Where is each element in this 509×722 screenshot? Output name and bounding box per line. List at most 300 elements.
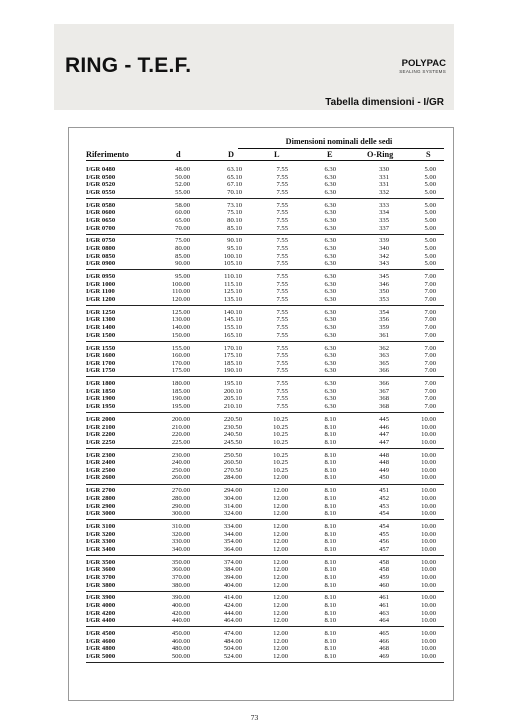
- cell-D: 484.00: [223, 637, 242, 645]
- cell-d: 310.00: [171, 523, 190, 530]
- cell-oring: 461: [379, 602, 389, 609]
- cell-D: 504.00: [223, 645, 242, 653]
- cell-E: 6.30: [324, 324, 336, 331]
- table-row: [86, 345, 444, 353]
- cell-ref: I/GR 2700: [86, 487, 116, 495]
- cell-L: 12.00: [273, 581, 288, 589]
- cell-d: 200.00: [171, 415, 190, 423]
- cell-D: 444.00: [223, 609, 242, 617]
- cell-ref: I/GR 1400: [86, 324, 116, 331]
- column-header-d: d: [176, 150, 181, 159]
- cell-ref: I/GR 1750: [86, 367, 116, 375]
- cell-D: 210.10: [223, 403, 242, 410]
- table-row: [86, 503, 444, 511]
- cell-d: 440.00: [171, 617, 190, 625]
- cell-oring: 463: [379, 609, 389, 617]
- table-row: [86, 288, 444, 296]
- table-row: [86, 225, 444, 233]
- cell-E: 8.10: [324, 558, 336, 566]
- cell-d: 175.00: [171, 367, 190, 375]
- cell-ref: I/GR 0950: [86, 273, 116, 281]
- cell-L: 7.55: [276, 260, 288, 268]
- cell-L: 7.55: [276, 166, 288, 173]
- cell-ref: I/GR 4200: [86, 609, 116, 617]
- cell-oring: 455: [379, 530, 389, 538]
- cell-L: 10.25: [273, 466, 288, 474]
- cell-oring: 363: [379, 352, 389, 360]
- cell-D: 105.10: [223, 260, 242, 268]
- table-row: [86, 324, 444, 332]
- cell-L: 10.25: [273, 431, 288, 439]
- cell-d: 195.00: [171, 403, 190, 410]
- cell-S: 10.00: [421, 566, 436, 574]
- table-row: [86, 602, 444, 610]
- cell-E: 8.10: [324, 630, 336, 638]
- cell-D: 205.10: [223, 395, 242, 403]
- table-row: [86, 237, 444, 245]
- table-row: [86, 467, 444, 475]
- cell-oring: 353: [379, 295, 389, 303]
- group-separator: [86, 626, 444, 627]
- cell-ref: I/GR 2200: [86, 431, 116, 439]
- table-row: [86, 245, 444, 253]
- cell-d: 360.00: [171, 566, 190, 574]
- cell-L: 7.55: [276, 209, 288, 217]
- cell-L: 7.55: [276, 173, 288, 181]
- cell-ref: I/GR 0500: [86, 173, 116, 181]
- cell-ref: I/GR 1700: [86, 359, 116, 367]
- cell-d: 85.00: [175, 252, 190, 260]
- cell-D: 304.00: [223, 494, 242, 502]
- cell-ref: I/GR 3100: [86, 523, 116, 530]
- cell-oring: 337: [379, 224, 389, 232]
- cell-oring: 456: [379, 538, 389, 546]
- cell-ref: I/GR 0650: [86, 216, 116, 224]
- cell-D: 324.00: [223, 510, 242, 518]
- cell-S: 10.00: [421, 573, 436, 581]
- cell-D: 394.00: [223, 573, 242, 581]
- cell-ref: I/GR 1250: [86, 308, 116, 316]
- cell-D: 95.10: [227, 245, 242, 252]
- table-row: [86, 189, 444, 197]
- cell-E: 8.10: [324, 510, 336, 518]
- cell-D: 334.00: [223, 523, 242, 530]
- group-separator: [86, 376, 444, 377]
- table-row: [86, 617, 444, 625]
- table-row: [86, 594, 444, 602]
- table-row: [86, 181, 444, 189]
- cell-ref: I/GR 4500: [86, 630, 116, 638]
- column-header-rule: [86, 160, 444, 161]
- cell-L: 12.00: [273, 523, 288, 530]
- cell-oring: 446: [379, 423, 389, 431]
- cell-L: 7.55: [276, 280, 288, 288]
- cell-E: 8.10: [324, 502, 336, 510]
- cell-ref: I/GR 1950: [86, 403, 116, 410]
- cell-D: 165.10: [223, 331, 242, 339]
- table-subtitle: Tabella dimensioni - I/GR: [325, 97, 444, 108]
- cell-d: 450.00: [171, 630, 190, 638]
- table-row: [86, 424, 444, 432]
- cell-oring: 354: [379, 308, 389, 316]
- cell-E: 6.30: [324, 280, 336, 288]
- group-separator: [86, 269, 444, 270]
- cell-E: 8.10: [324, 566, 336, 574]
- group-header-rule: [238, 148, 444, 149]
- cell-d: 180.00: [171, 380, 190, 388]
- cell-d: 130.00: [171, 316, 190, 324]
- cell-ref: I/GR 0520: [86, 181, 116, 189]
- cell-D: 155.10: [223, 324, 242, 331]
- cell-d: 95.00: [175, 273, 190, 281]
- cell-D: 63.10: [227, 166, 242, 173]
- cell-oring: 454: [379, 523, 389, 530]
- cell-ref: I/GR 2300: [86, 451, 116, 459]
- cell-D: 195.10: [223, 380, 242, 388]
- cell-ref: I/GR 1300: [86, 316, 116, 324]
- cell-oring: 361: [379, 331, 389, 339]
- cell-D: 73.10: [227, 201, 242, 209]
- cell-oring: 331: [379, 181, 389, 189]
- cell-E: 6.30: [324, 367, 336, 375]
- column-header-S: S: [426, 150, 431, 159]
- cell-S: 10.00: [421, 510, 436, 518]
- cell-d: 300.00: [171, 510, 190, 518]
- cell-S: 10.00: [421, 637, 436, 645]
- cell-ref: I/GR 1850: [86, 387, 116, 395]
- cell-E: 8.10: [324, 423, 336, 431]
- cell-ref: I/GR 4800: [86, 645, 116, 653]
- cell-ref: I/GR 0750: [86, 237, 116, 245]
- cell-D: 65.10: [227, 173, 242, 181]
- cell-S: 7.00: [424, 308, 436, 316]
- cell-E: 8.10: [324, 459, 336, 467]
- group-separator: [86, 591, 444, 592]
- cell-S: 5.00: [424, 181, 436, 189]
- cell-ref: I/GR 1100: [86, 288, 115, 296]
- cell-L: 7.55: [276, 295, 288, 303]
- cell-E: 8.10: [324, 545, 336, 553]
- cell-d: 230.00: [171, 451, 190, 459]
- cell-d: 50.00: [175, 173, 190, 181]
- cell-D: 414.00: [223, 594, 242, 602]
- cell-ref: I/GR 4000: [86, 602, 116, 609]
- cell-E: 8.10: [324, 637, 336, 645]
- cell-d: 75.00: [175, 237, 190, 245]
- table-row: [86, 452, 444, 460]
- cell-d: 90.00: [175, 260, 190, 268]
- cell-d: 225.00: [171, 438, 190, 446]
- cell-S: 7.00: [424, 367, 436, 375]
- cell-L: 12.00: [273, 566, 288, 574]
- table-row: [86, 439, 444, 447]
- brand-tagline: SEALING SYSTEMS: [399, 69, 446, 74]
- cell-S: 10.00: [421, 466, 436, 474]
- dimensions-group-label: Dimensioni nominali delle sedi: [285, 137, 393, 146]
- cell-d: 500.00: [171, 652, 190, 660]
- cell-d: 460.00: [171, 637, 190, 645]
- cell-L: 10.25: [273, 451, 288, 459]
- cell-S: 10.00: [421, 538, 436, 546]
- cell-ref: I/GR 3000: [86, 510, 116, 518]
- table-row: [86, 174, 444, 182]
- cell-S: 10.00: [421, 530, 436, 538]
- cell-ref: I/GR 1800: [86, 380, 116, 388]
- cell-oring: 365: [379, 359, 389, 367]
- cell-L: 7.55: [276, 181, 288, 189]
- cell-S: 5.00: [424, 224, 436, 232]
- cell-L: 12.00: [273, 502, 288, 510]
- cell-oring: 345: [379, 273, 389, 281]
- cell-E: 8.10: [324, 538, 336, 546]
- cell-L: 7.55: [276, 273, 288, 281]
- table-row: [86, 431, 444, 439]
- cell-oring: 368: [379, 395, 389, 403]
- cell-oring: 461: [379, 594, 389, 602]
- cell-S: 10.00: [421, 523, 436, 530]
- table-row: [86, 638, 444, 646]
- page-header: [54, 24, 454, 110]
- cell-oring: 356: [379, 316, 389, 324]
- cell-S: 5.00: [424, 209, 436, 217]
- cell-S: 7.00: [424, 380, 436, 388]
- cell-d: 48.00: [175, 166, 190, 173]
- cell-E: 6.30: [324, 245, 336, 252]
- table-row: [86, 388, 444, 396]
- cell-d: 420.00: [171, 609, 190, 617]
- cell-d: 240.00: [171, 459, 190, 467]
- cell-L: 12.00: [273, 602, 288, 609]
- cell-E: 8.10: [324, 523, 336, 530]
- cell-S: 5.00: [424, 260, 436, 268]
- cell-S: 5.00: [424, 252, 436, 260]
- cell-E: 6.30: [324, 209, 336, 217]
- cell-E: 8.10: [324, 617, 336, 625]
- cell-oring: 367: [379, 387, 389, 395]
- cell-d: 320.00: [171, 530, 190, 538]
- cell-L: 12.00: [273, 530, 288, 538]
- cell-d: 60.00: [175, 209, 190, 217]
- cell-ref: I/GR 1200: [86, 295, 116, 303]
- column-header-D: D: [228, 150, 234, 159]
- table-row: [86, 495, 444, 503]
- table-row: [86, 273, 444, 281]
- brand-logo: [399, 59, 446, 74]
- cell-oring: 451: [379, 487, 389, 495]
- cell-d: 380.00: [171, 581, 190, 589]
- cell-d: 100.00: [171, 280, 190, 288]
- cell-L: 7.55: [276, 316, 288, 324]
- cell-D: 100.10: [223, 252, 242, 260]
- cell-D: 240.50: [223, 431, 242, 439]
- cell-d: 110.00: [172, 288, 190, 296]
- cell-S: 5.00: [424, 201, 436, 209]
- cell-L: 12.00: [273, 617, 288, 625]
- cell-ref: I/GR 0580: [86, 201, 116, 209]
- cell-L: 7.55: [276, 188, 288, 196]
- cell-S: 5.00: [424, 245, 436, 252]
- cell-S: 10.00: [421, 438, 436, 446]
- cell-oring: 448: [379, 459, 389, 467]
- table-row: [86, 416, 444, 424]
- group-separator: [86, 484, 444, 485]
- cell-ref: I/GR 0480: [86, 166, 116, 173]
- cell-S: 10.00: [421, 474, 436, 482]
- table-row: [86, 566, 444, 574]
- cell-E: 8.10: [324, 609, 336, 617]
- table-row: [86, 610, 444, 618]
- cell-D: 110.10: [224, 273, 242, 281]
- cell-S: 10.00: [421, 494, 436, 502]
- cell-D: 170.10: [223, 344, 242, 352]
- cell-S: 10.00: [421, 423, 436, 431]
- cell-D: 220.50: [223, 415, 242, 423]
- cell-d: 330.00: [171, 538, 190, 546]
- cell-oring: 359: [379, 324, 389, 331]
- cell-oring: 350: [379, 288, 389, 296]
- cell-ref: I/GR 3800: [86, 581, 116, 589]
- cell-ref: I/GR 4400: [86, 617, 116, 625]
- cell-d: 155.00: [171, 344, 190, 352]
- cell-oring: 448: [379, 451, 389, 459]
- cell-E: 6.30: [324, 173, 336, 181]
- cell-E: 6.30: [324, 260, 336, 268]
- cell-ref: I/GR 2800: [86, 494, 116, 502]
- cell-L: 12.00: [273, 637, 288, 645]
- cell-ref: I/GR 2100: [86, 423, 116, 431]
- cell-d: 400.00: [171, 602, 190, 609]
- table-row: [86, 332, 444, 340]
- cell-D: 270.50: [223, 466, 242, 474]
- cell-oring: 459: [379, 573, 389, 581]
- cell-S: 10.00: [421, 602, 436, 609]
- cell-oring: 454: [379, 510, 389, 518]
- cell-ref: I/GR 2000: [86, 415, 116, 423]
- cell-L: 12.00: [273, 558, 288, 566]
- cell-ref: I/GR 0850: [86, 252, 116, 260]
- cell-E: 8.10: [324, 466, 336, 474]
- cell-ref: I/GR 1000: [86, 280, 116, 288]
- cell-ref: I/GR 1500: [86, 331, 116, 339]
- cell-ref: I/GR 2600: [86, 474, 116, 482]
- cell-d: 65.00: [175, 216, 190, 224]
- cell-L: 7.55: [276, 237, 288, 245]
- cell-L: 7.55: [276, 201, 288, 209]
- cell-S: 5.00: [424, 166, 436, 173]
- page-number: 73: [250, 713, 259, 722]
- table-row: [86, 352, 444, 360]
- table-row: [86, 309, 444, 317]
- cell-D: 230.50: [223, 423, 242, 431]
- cell-E: 6.30: [324, 237, 336, 245]
- cell-ref: I/GR 1900: [86, 395, 116, 403]
- cell-oring: 447: [379, 431, 389, 439]
- cell-L: 10.25: [273, 423, 288, 431]
- cell-d: 120.00: [171, 295, 190, 303]
- cell-L: 10.25: [273, 415, 288, 423]
- cell-oring: 366: [379, 367, 389, 375]
- cell-L: 12.00: [273, 630, 288, 638]
- cell-ref: I/GR 3500: [86, 558, 116, 566]
- cell-D: 140.10: [223, 308, 242, 316]
- cell-L: 12.00: [273, 510, 288, 518]
- cell-d: 340.00: [171, 545, 190, 553]
- cell-oring: 465: [379, 630, 389, 638]
- cell-E: 8.10: [324, 474, 336, 482]
- table-row: [86, 531, 444, 539]
- cell-oring: 332: [379, 188, 389, 196]
- table-row: [86, 260, 444, 268]
- cell-S: 7.00: [424, 295, 436, 303]
- column-header-L: L: [274, 150, 280, 159]
- cell-L: 7.55: [276, 252, 288, 260]
- cell-ref: I/GR 0600: [86, 209, 116, 217]
- cell-ref: I/GR 4600: [86, 637, 116, 645]
- table-row: [86, 487, 444, 495]
- cell-D: 67.10: [227, 181, 242, 189]
- cell-L: 12.00: [273, 538, 288, 546]
- cell-S: 7.00: [424, 331, 436, 339]
- cell-d: 480.00: [171, 645, 190, 653]
- cell-S: 5.00: [424, 188, 436, 196]
- cell-d: 80.00: [175, 245, 190, 252]
- cell-L: 7.55: [276, 380, 288, 388]
- cell-ref: I/GR 3600: [86, 566, 116, 574]
- table-row: [86, 367, 444, 375]
- cell-S: 7.00: [424, 273, 436, 281]
- cell-L: 7.55: [276, 359, 288, 367]
- group-separator: [86, 555, 444, 556]
- cell-E: 8.10: [324, 487, 336, 495]
- cell-E: 6.30: [324, 273, 336, 281]
- cell-D: 115.10: [224, 280, 242, 288]
- cell-S: 10.00: [421, 487, 436, 495]
- cell-S: 7.00: [424, 324, 436, 331]
- cell-oring: 466: [379, 637, 389, 645]
- cell-oring: 342: [379, 252, 389, 260]
- cell-S: 10.00: [421, 459, 436, 467]
- cell-D: 190.10: [223, 367, 242, 375]
- cell-ref: I/GR 5000: [86, 652, 116, 660]
- cell-d: 370.00: [171, 573, 190, 581]
- cell-E: 6.30: [324, 344, 336, 352]
- cell-S: 10.00: [421, 609, 436, 617]
- cell-E: 8.10: [324, 431, 336, 439]
- cell-D: 75.10: [227, 209, 242, 217]
- table-row: [86, 630, 444, 638]
- cell-oring: 447: [379, 438, 389, 446]
- group-separator: [86, 305, 444, 306]
- cell-d: 280.00: [171, 494, 190, 502]
- cell-D: 250.50: [223, 451, 242, 459]
- cell-S: 10.00: [421, 415, 436, 423]
- cell-oring: 449: [379, 466, 389, 474]
- cell-L: 12.00: [273, 609, 288, 617]
- cell-E: 8.10: [324, 494, 336, 502]
- cell-E: 6.30: [324, 359, 336, 367]
- cell-oring: 340: [379, 245, 389, 252]
- cell-ref: I/GR 1550: [86, 344, 116, 352]
- cell-D: 175.10: [223, 352, 242, 360]
- group-separator: [86, 234, 444, 235]
- cell-E: 6.30: [324, 288, 336, 296]
- cell-E: 6.30: [324, 295, 336, 303]
- cell-ref: I/GR 0700: [86, 224, 116, 232]
- cell-L: 7.55: [276, 324, 288, 331]
- column-header-oring: O-Ring: [367, 150, 394, 159]
- table-row: [86, 166, 444, 174]
- cell-L: 7.55: [276, 331, 288, 339]
